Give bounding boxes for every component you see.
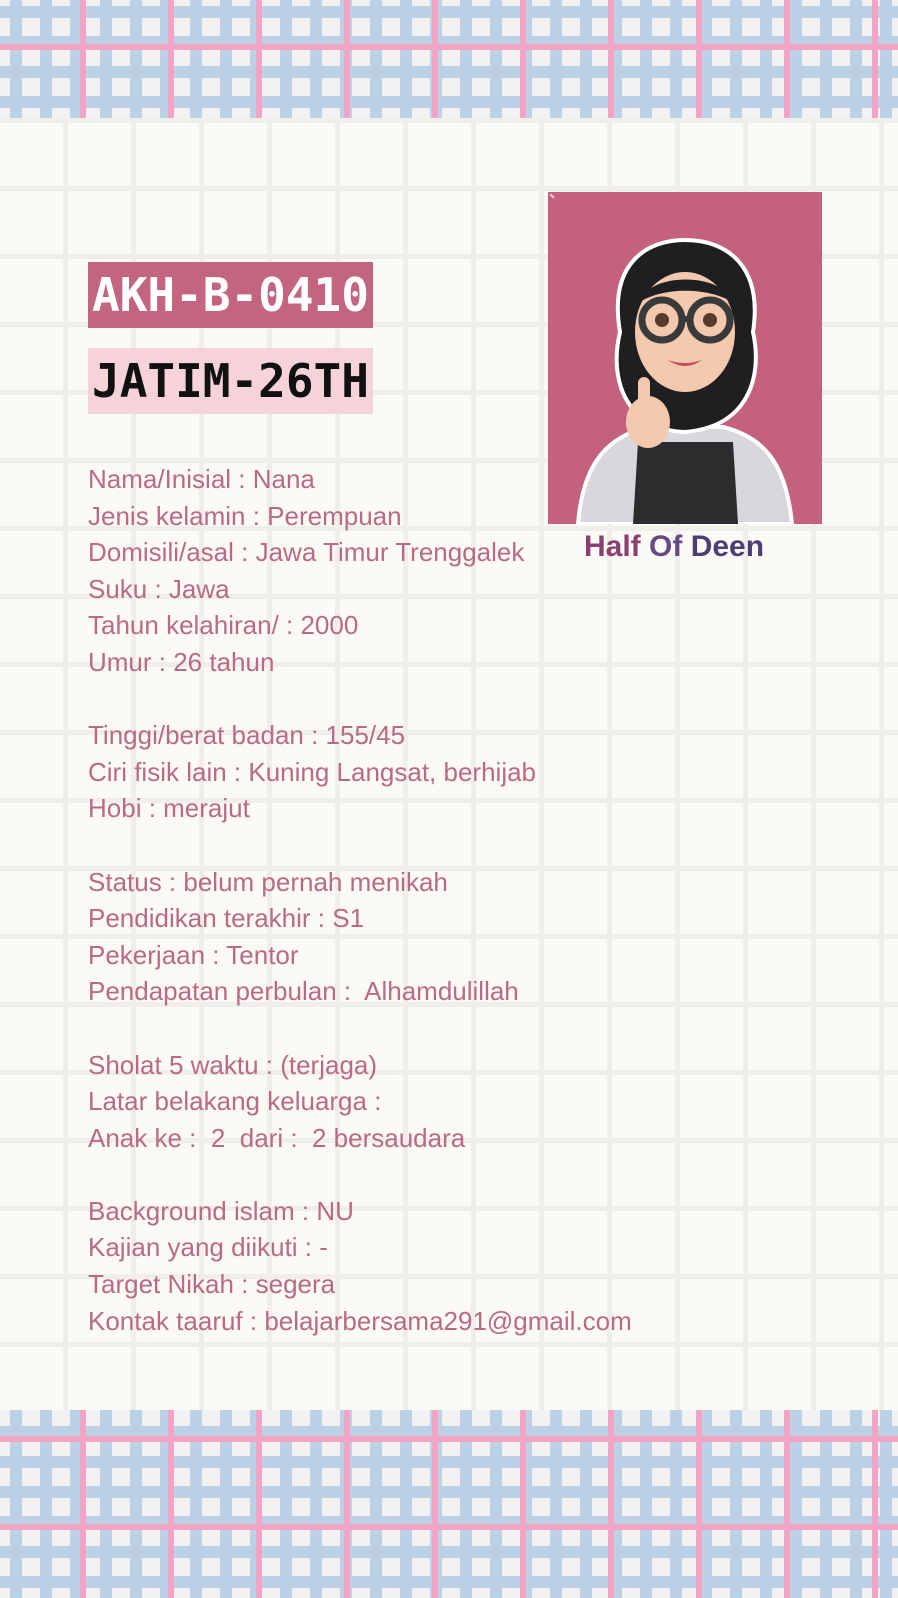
detail-row: Target Nikah : segera xyxy=(88,1269,336,1300)
section-status xyxy=(88,864,848,1010)
section-physical xyxy=(88,717,848,827)
detail-row: Hobi : merajut xyxy=(88,793,250,824)
detail-row: Jenis kelamin : Perempuan xyxy=(88,500,402,531)
plaid-header-band xyxy=(0,0,898,118)
section-religion-contact xyxy=(88,1193,848,1339)
region-age-code: JATIM-26TH xyxy=(88,348,373,414)
detail-row: Suku : Jawa xyxy=(88,573,230,604)
profile-details xyxy=(88,461,848,1339)
brand-word-deen: Deen xyxy=(690,530,765,563)
detail-row: Pekerjaan : Tentor xyxy=(88,939,299,970)
detail-row: Background islam : NU xyxy=(88,1195,354,1226)
plaid-footer-band xyxy=(0,1410,898,1598)
detail-row: Pendidikan terakhir : S1 xyxy=(88,903,365,934)
detail-row: Tinggi/berat badan : 155/45 xyxy=(88,720,406,751)
brand-word-half: Half xyxy=(584,530,641,563)
detail-row: Umur : 26 tahun xyxy=(88,646,275,677)
section-family xyxy=(88,1047,848,1157)
brand-word-of: Of xyxy=(649,530,683,563)
detail-row: Anak ke : 2 dari : 2 bersaudara xyxy=(88,1122,466,1153)
detail-row: Status : belum pernah menikah xyxy=(88,866,448,897)
detail-row: Domisili/asal : Jawa Timur Trenggalek xyxy=(88,537,525,568)
detail-row: Tahun kelahiran/ : 2000 xyxy=(88,610,359,641)
detail-row: Nama/Inisial : Nana xyxy=(88,464,315,494)
detail-row: Kajian yang diikuti : - xyxy=(88,1232,328,1263)
detail-row: Sholat 5 waktu : (terjaga) xyxy=(88,1049,378,1080)
profile-code: AKH-B-0410 xyxy=(88,262,373,328)
section-personal xyxy=(88,461,848,681)
detail-row: Latar belakang keluarga : xyxy=(88,1086,382,1117)
detail-row: Ciri fisik lain : Kuning Langsat, berhijab xyxy=(88,756,537,787)
contact-row: Kontak taaruf : belajarbersama291@gmail.com xyxy=(88,1305,632,1336)
detail-row: Pendapatan perbulan : Alhamdulillah xyxy=(88,976,519,1007)
